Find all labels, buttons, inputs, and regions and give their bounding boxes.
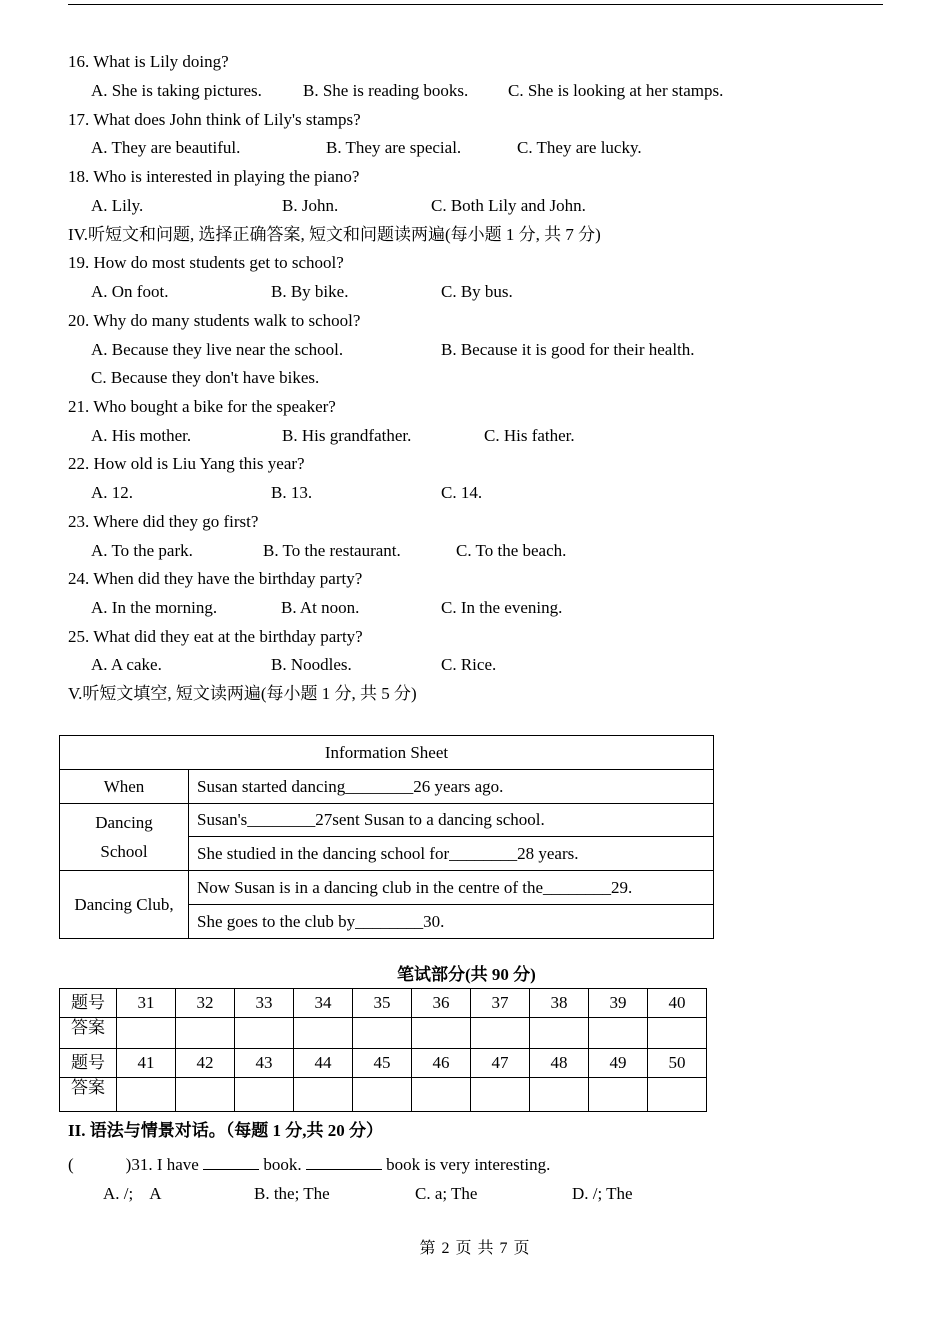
question-21: 21. Who bought a bike for the speaker? xyxy=(68,397,336,416)
info-club-label: Dancing Club, xyxy=(60,871,189,939)
question-24: 24. When did they have the birthday party? xyxy=(68,569,363,588)
q20-option-a: A. Because they live near the school. xyxy=(91,340,344,359)
q31-text-3: book is very interesting. xyxy=(386,1155,551,1174)
answer-grid-cell: 46 xyxy=(412,1049,471,1078)
q31-option-d: D. /; The xyxy=(572,1184,633,1203)
answer-blank-42[interactable] xyxy=(176,1078,235,1112)
answer-grid-cell: 44 xyxy=(294,1049,353,1078)
question-23: 23. Where did they go first? xyxy=(68,512,259,531)
answer-blank-41[interactable] xyxy=(117,1078,176,1112)
answer-grid-cell: 49 xyxy=(589,1049,648,1078)
q31-option-a: A. /; A xyxy=(103,1184,162,1203)
q17-option-c: C. They are lucky. xyxy=(517,138,642,157)
q31-paren: ( xyxy=(68,1155,74,1174)
q24-option-b: B. At noon. xyxy=(281,598,360,617)
answer-blank-50[interactable] xyxy=(648,1078,707,1112)
q21-option-b: B. His grandfather. xyxy=(282,426,412,445)
answer-blank-43[interactable] xyxy=(235,1078,294,1112)
q25-option-a: A. A cake. xyxy=(91,655,162,674)
q18-option-a: A. Lily. xyxy=(91,196,144,215)
answer-grid-cell: 47 xyxy=(471,1049,530,1078)
info-club-row-1: Now Susan is in a dancing club in the centre of the________29. xyxy=(189,871,714,905)
information-sheet-table xyxy=(59,735,714,939)
info-school-label-line2: School xyxy=(100,842,148,861)
q17-option-a: A. They are beautiful. xyxy=(91,138,241,157)
question-22: 22. How old is Liu Yang this year? xyxy=(68,454,305,473)
answer-grid-cell: 35 xyxy=(353,989,412,1018)
answer-blank-40[interactable] xyxy=(648,1018,707,1049)
answer-grid-cell: 40 xyxy=(648,989,707,1018)
answer-grid-cell: 50 xyxy=(648,1049,707,1078)
q24-option-c: C. In the evening. xyxy=(441,598,563,617)
answer-grid-cell: 42 xyxy=(176,1049,235,1078)
answer-blank-36[interactable] xyxy=(412,1018,471,1049)
q20-option-c: C. Because they don't have bikes. xyxy=(91,368,320,387)
question-25: 25. What did they eat at the birthday party? xyxy=(68,627,363,646)
info-school-label xyxy=(60,804,189,871)
written-part-heading: 笔试部分(共 90 分) xyxy=(397,965,536,984)
question-31 xyxy=(68,1155,550,1175)
answer-blank-38[interactable] xyxy=(530,1018,589,1049)
info-school-row-1: Susan's________27sent Susan to a dancing school. xyxy=(189,804,714,837)
q31-blank-2 xyxy=(306,1169,382,1170)
answer-grid-cell: 33 xyxy=(235,989,294,1018)
answer-blank-44[interactable] xyxy=(294,1078,353,1112)
q19-option-c: C. By bus. xyxy=(441,282,513,301)
question-17: 17. What does John think of Lily's stamps? xyxy=(68,110,361,129)
section-iv-heading: IV.听短文和问题, 选择正确答案, 短文和问题读两遍(每小题 1 分, 共 7 分) xyxy=(68,225,601,244)
answer-grid-cell: 37 xyxy=(471,989,530,1018)
q21-option-a: A. His mother. xyxy=(91,426,192,445)
answer-grid-cell: 31 xyxy=(117,989,176,1018)
q23-option-b: B. To the restaurant. xyxy=(263,541,401,560)
answer-blank-34[interactable] xyxy=(294,1018,353,1049)
q22-option-b: B. 13. xyxy=(271,483,313,502)
q16-option-a: A. She is taking pictures. xyxy=(91,81,262,100)
q18-option-c: C. Both Lily and John. xyxy=(431,196,586,215)
q22-option-a: A. 12. xyxy=(91,483,134,502)
answer-grid-cell: 41 xyxy=(117,1049,176,1078)
answer-blank-32[interactable] xyxy=(176,1018,235,1049)
q20-option-b: B. Because it is good for their health. xyxy=(441,340,695,359)
q21-option-c: C. His father. xyxy=(484,426,575,445)
answer-blank-49[interactable] xyxy=(589,1078,648,1112)
q24-option-a: A. In the morning. xyxy=(91,598,218,617)
answer-blank-31[interactable] xyxy=(117,1018,176,1049)
q16-option-b: B. She is reading books. xyxy=(303,81,469,100)
answer-blank-39[interactable] xyxy=(589,1018,648,1049)
q23-option-c: C. To the beach. xyxy=(456,541,567,560)
answer-blank-48[interactable] xyxy=(530,1078,589,1112)
answer-grid-cell: 43 xyxy=(235,1049,294,1078)
q31-option-b: B. the; The xyxy=(254,1184,330,1203)
answer-grid-cell: 39 xyxy=(589,989,648,1018)
answer-blank-37[interactable] xyxy=(471,1018,530,1049)
q25-option-b: B. Noodles. xyxy=(271,655,352,674)
q31-blank-1 xyxy=(203,1169,259,1170)
answer-grid-cell: 34 xyxy=(294,989,353,1018)
info-when-label: When xyxy=(60,770,189,804)
answer-grid-cell: 38 xyxy=(530,989,589,1018)
page-footer: 第 2 页 共 7 页 xyxy=(419,1240,531,1257)
info-school-label-line1: Dancing xyxy=(95,813,153,832)
question-18: 18. Who is interested in playing the piano? xyxy=(68,167,360,186)
answer-grid-cell: 32 xyxy=(176,989,235,1018)
info-when-text: Susan started dancing________26 years ago. xyxy=(189,770,714,804)
answer-grid-ans-label: 答案 xyxy=(60,1018,117,1049)
answer-grid-num-label: 题号 xyxy=(60,1049,117,1078)
answer-grid-table xyxy=(59,988,707,1112)
q22-option-c: C. 14. xyxy=(441,483,483,502)
top-rule xyxy=(68,4,883,5)
info-club-row-2: She goes to the club by________30. xyxy=(189,905,714,939)
q25-option-c: C. Rice. xyxy=(441,655,497,674)
answer-grid-num-label: 题号 xyxy=(60,989,117,1018)
answer-grid-cell: 48 xyxy=(530,1049,589,1078)
q16-option-c: C. She is looking at her stamps. xyxy=(508,81,724,100)
q31-text-2: book. xyxy=(263,1155,302,1174)
answer-grid-ans-label: 答案 xyxy=(60,1078,117,1112)
q23-option-a: A. To the park. xyxy=(91,541,193,560)
section-v-heading: V.听短文填空, 短文读两遍(每小题 1 分, 共 5 分) xyxy=(68,684,417,703)
answer-blank-47[interactable] xyxy=(471,1078,530,1112)
q17-option-b: B. They are special. xyxy=(326,138,462,157)
q19-option-a: A. On foot. xyxy=(91,282,169,301)
answer-blank-35[interactable] xyxy=(353,1018,412,1049)
answer-grid-cell: 45 xyxy=(353,1049,412,1078)
info-school-row-2: She studied in the dancing school for________28 years. xyxy=(189,837,714,871)
question-20: 20. Why do many students walk to school? xyxy=(68,311,361,330)
answer-blank-33[interactable] xyxy=(235,1018,294,1049)
info-sheet-title: Information Sheet xyxy=(60,736,714,770)
q19-option-b: B. By bike. xyxy=(271,282,349,301)
answer-blank-45[interactable] xyxy=(353,1078,412,1112)
answer-grid-cell: 36 xyxy=(412,989,471,1018)
section-ii-heading: II. 语法与情景对话。（每题 1 分,共 20 分） xyxy=(68,1121,383,1140)
q31-text-1: )31. I have xyxy=(125,1155,199,1174)
answer-blank-46[interactable] xyxy=(412,1078,471,1112)
q18-option-b: B. John. xyxy=(282,196,339,215)
question-16: 16. What is Lily doing? xyxy=(68,52,229,71)
q31-option-c: C. a; The xyxy=(415,1184,478,1203)
question-19: 19. How do most students get to school? xyxy=(68,253,344,272)
